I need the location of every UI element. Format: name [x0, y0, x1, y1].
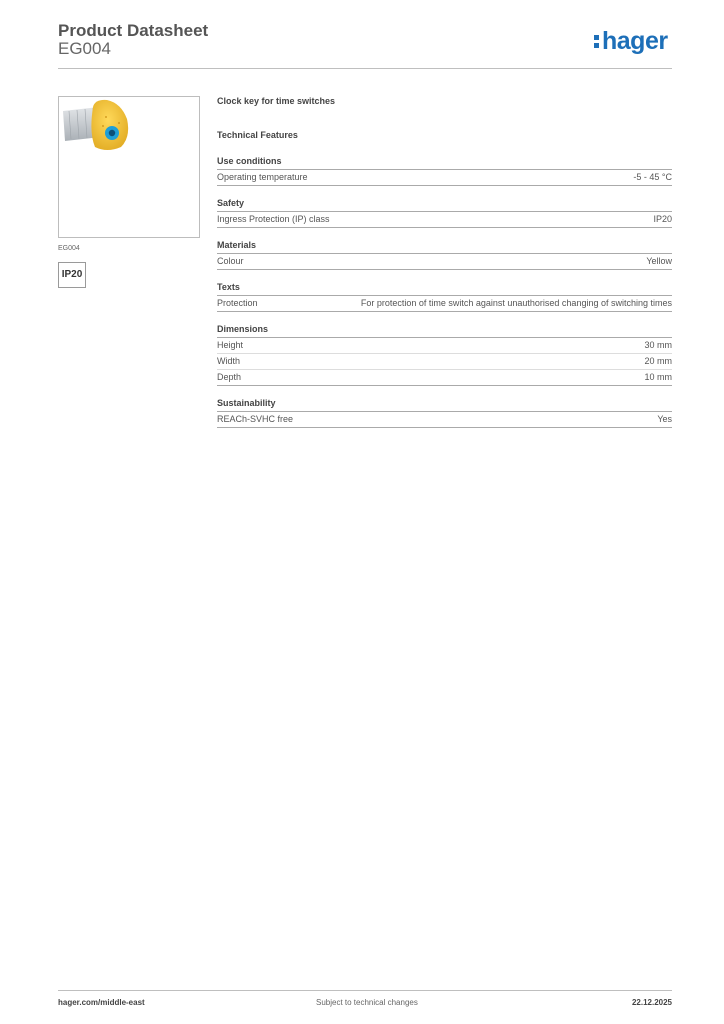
- spec-row: [217, 212, 672, 228]
- spec-label: Colour: [217, 256, 244, 266]
- spec-value: IP20: [653, 214, 672, 224]
- spec-row: [217, 338, 672, 354]
- section-safety: [217, 198, 672, 228]
- spec-value: For protection of time switch against unauthorised changing of switching times: [360, 298, 672, 308]
- spec-label: Width: [217, 356, 241, 366]
- spec-label: Depth: [217, 372, 242, 382]
- datasheet-content: [217, 96, 672, 428]
- spec-label: Ingress Protection (IP) class: [217, 214, 330, 224]
- section-use-conditions: [217, 156, 672, 186]
- product-title: Clock key for time switches: [217, 96, 336, 106]
- spec-value: Yellow: [646, 256, 672, 266]
- spec-row: [217, 254, 672, 270]
- section-texts: [217, 282, 672, 312]
- section-title: Safety: [217, 198, 672, 212]
- product-code-heading: EG004: [58, 39, 111, 58]
- hager-logo[interactable]: [594, 27, 668, 56]
- section-title: Sustainability: [217, 398, 672, 412]
- logo-text: hager: [602, 27, 668, 55]
- spec-label: Protection: [217, 298, 258, 308]
- spec-label: Operating temperature: [217, 172, 308, 182]
- spec-row: [217, 170, 672, 186]
- section-sustainability: [217, 398, 672, 428]
- section-title: Materials: [217, 240, 672, 254]
- spec-row: [217, 412, 672, 428]
- section-title: Use conditions: [217, 156, 672, 170]
- header-divider: [58, 68, 672, 69]
- product-image-frame: [58, 96, 200, 238]
- spec-row: [217, 296, 672, 312]
- footer-website-link[interactable]: hager.com/middle-east: [58, 998, 145, 1007]
- image-caption: EG004: [58, 245, 80, 252]
- ip-rating-badge: IP20: [58, 262, 86, 288]
- section-dimensions: [217, 324, 672, 386]
- key-body-shape: [91, 100, 128, 150]
- footer-notice: Subject to technical changes: [316, 998, 418, 1007]
- spec-row: [217, 370, 672, 386]
- spec-value: 20 mm: [644, 356, 672, 366]
- spec-label: REACh-SVHC free: [217, 414, 294, 424]
- logo-dots-icon: [594, 32, 600, 50]
- spec-label: Height: [217, 340, 244, 350]
- spec-row: [217, 354, 672, 370]
- footer-date: 22.12.2025: [631, 998, 672, 1007]
- spec-value: Yes: [657, 414, 672, 424]
- spec-value: 30 mm: [644, 340, 672, 350]
- footer-divider: [58, 990, 672, 991]
- spec-value: 10 mm: [644, 372, 672, 382]
- technical-features-heading: Technical Features: [217, 130, 298, 140]
- page-title: Product Datasheet: [58, 21, 209, 40]
- spec-value: -5 - 45 °C: [633, 172, 672, 182]
- section-title: Texts: [217, 282, 672, 296]
- section-title: Dimensions: [217, 324, 672, 338]
- section-materials: [217, 240, 672, 270]
- clock-key-image: [59, 97, 199, 237]
